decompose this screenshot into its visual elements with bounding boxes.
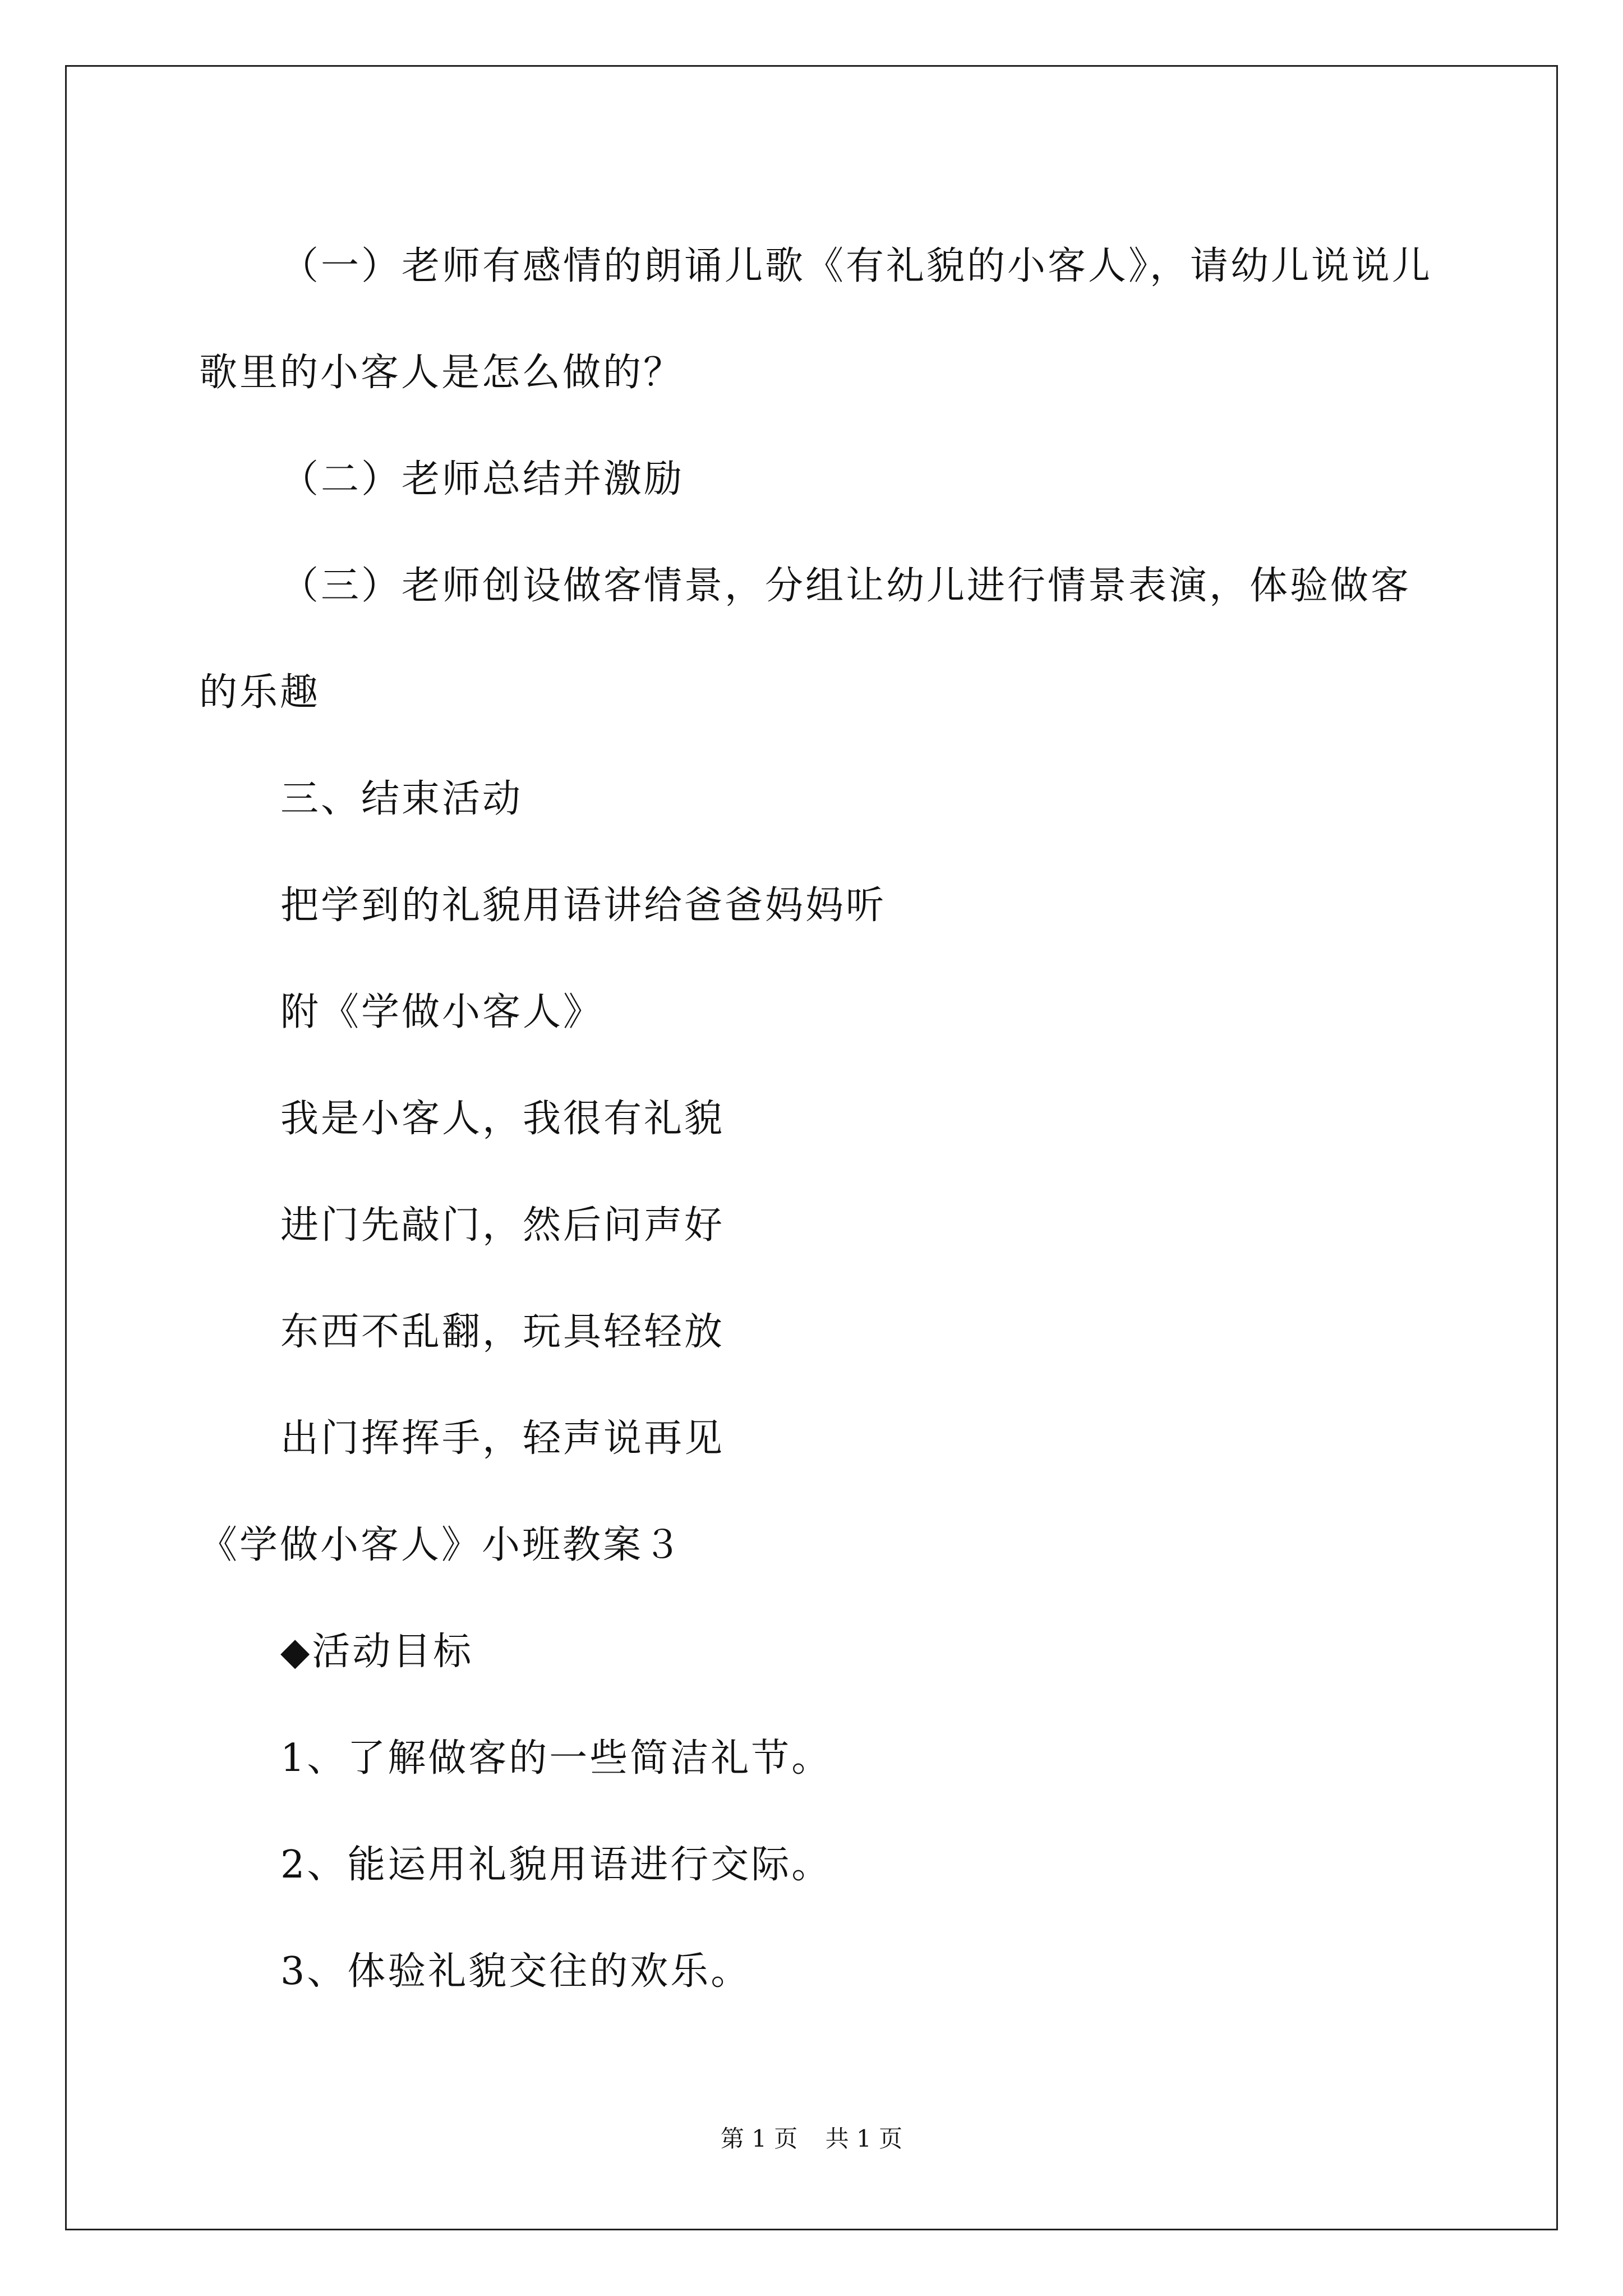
page-total: 共 1 页: [825, 2125, 903, 2152]
poem-line: 东西不乱翻，玩具轻轻放: [280, 1310, 725, 1354]
section-heading: ◆活动目标: [280, 1630, 474, 1674]
paragraph: 把学到的礼貌用语讲给爸爸妈妈听: [280, 884, 887, 928]
document-body: [199, 213, 1433, 2025]
page-number: 第 1 页: [720, 2125, 798, 2152]
paragraph: （一）老师有感情的朗诵儿歌《有礼貌的小客人》，请幼儿说说儿: [280, 244, 1433, 288]
paragraph: 的乐趣: [199, 670, 321, 715]
goal-item: 3、体验礼貌交往的欢乐。: [280, 1949, 751, 1994]
goal-item: 1、了解做客的一些简洁礼节。: [280, 1736, 832, 1780]
section-heading: 三、结束活动: [280, 777, 523, 821]
paragraph: 歌里的小客人是怎么做的？: [199, 351, 684, 395]
lesson-title: 《学做小客人》小班教案３: [199, 1523, 684, 1567]
paragraph: （二）老师总结并激励: [280, 457, 685, 501]
paragraph: （三）老师创设做客情景，分组让幼儿进行情景表演，体验做客: [280, 564, 1412, 608]
goal-item: 2、能运用礼貌用语进行交际。: [280, 1843, 832, 1887]
poem-line: 进门先敲门，然后问声好: [280, 1203, 725, 1248]
poem-line: 出门挥挥手，轻声说再见: [280, 1416, 725, 1461]
page-footer: [0, 2120, 1623, 2154]
poem-line: 我是小客人，我很有礼貌: [280, 1097, 725, 1141]
poem-title: 附《学做小客人》: [280, 990, 604, 1034]
